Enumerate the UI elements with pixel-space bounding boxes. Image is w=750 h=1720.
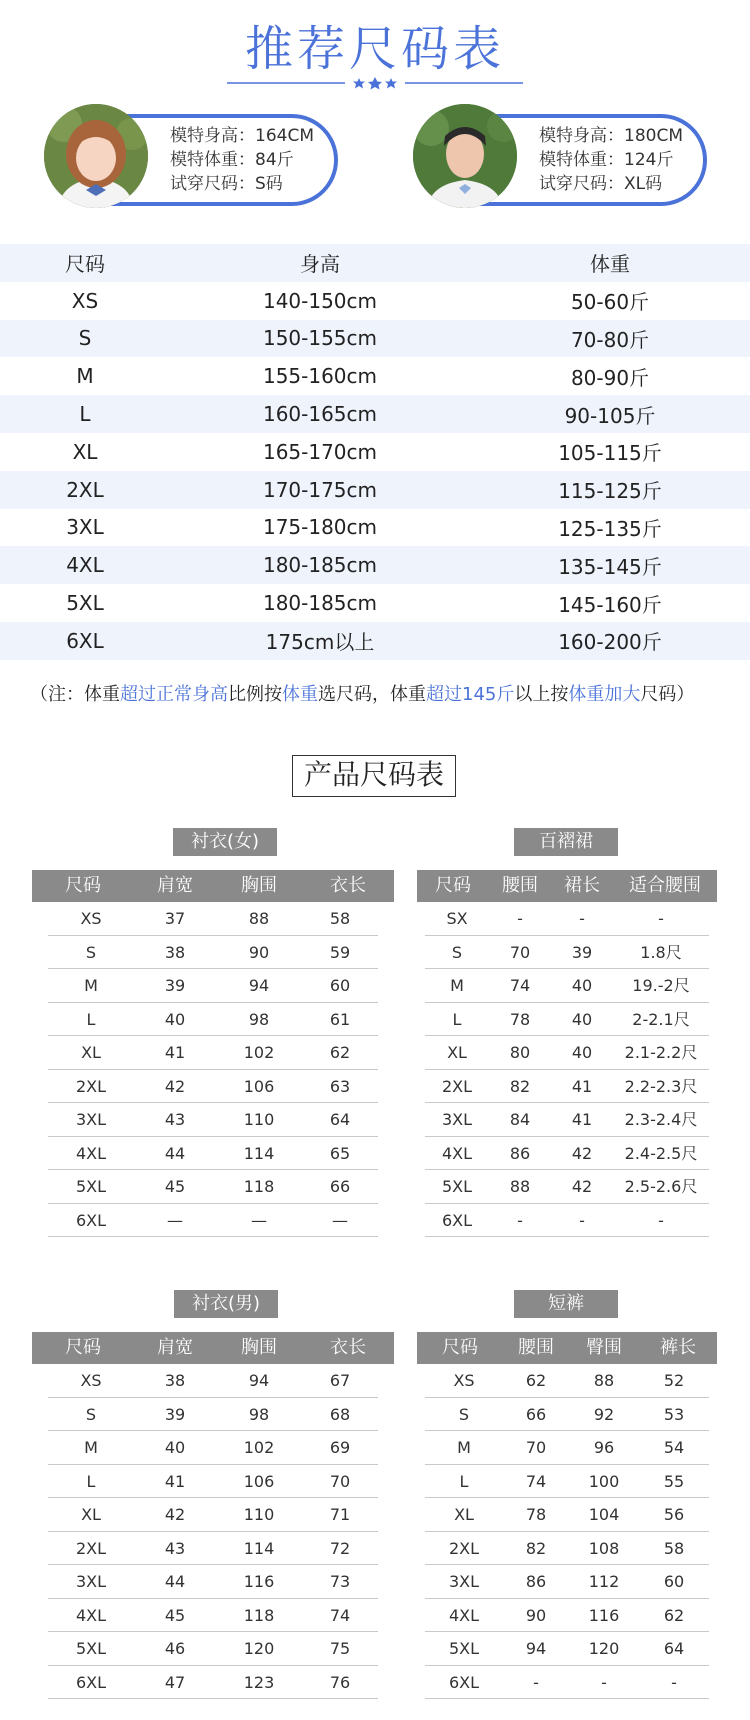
table-row xyxy=(0,546,750,584)
cell-weight: 135-145斤 xyxy=(558,554,662,579)
table-row xyxy=(425,1170,709,1204)
table-header-row xyxy=(32,1332,394,1364)
table-cell: 90 xyxy=(525,1605,547,1625)
table-cell: 66 xyxy=(329,1177,351,1196)
table-cell: 46 xyxy=(164,1639,186,1658)
table-row xyxy=(0,471,750,509)
table-cell: - xyxy=(533,1672,539,1692)
table-cell: 55 xyxy=(663,1471,685,1491)
header-skirt-length: 裙长 xyxy=(564,875,600,896)
table-row xyxy=(48,1431,378,1465)
table-cell: 102 xyxy=(243,1043,275,1062)
table-cell: S xyxy=(85,1404,97,1424)
table-row xyxy=(425,1599,709,1633)
header-chest: 胸围 xyxy=(241,875,277,896)
table-cell: 53 xyxy=(663,1404,685,1424)
table-row xyxy=(48,1632,378,1666)
table-cell: 37 xyxy=(164,909,186,928)
cell-weight: 50-60斤 xyxy=(570,290,650,315)
table-cell: 70 xyxy=(509,942,531,962)
table-cell: 88 xyxy=(593,1371,615,1390)
cell-weight: 105-115斤 xyxy=(558,441,662,466)
table-row xyxy=(0,433,750,471)
table-cell: 90 xyxy=(248,942,270,962)
cell-weight: 80-90斤 xyxy=(570,365,650,390)
table-cell: 114 xyxy=(243,1538,275,1558)
table-cell: XL xyxy=(447,1043,467,1062)
table-cell: XS xyxy=(453,1371,475,1390)
table-row xyxy=(48,1398,378,1432)
table-row xyxy=(0,622,750,660)
table-cell: 40 xyxy=(571,1043,593,1062)
table-cell: 92 xyxy=(593,1404,615,1424)
table-cell: - xyxy=(658,1210,664,1230)
table-cell: 2.3-2.4尺 xyxy=(624,1110,698,1129)
header-size: 尺码 xyxy=(435,875,471,896)
table-cell: 41 xyxy=(571,1076,593,1096)
table-cell: 120 xyxy=(588,1639,620,1658)
table-cell: 64 xyxy=(663,1639,685,1658)
table-body xyxy=(48,902,378,1237)
header-pants-length: 裤长 xyxy=(660,1337,696,1358)
cell-size: 4XL xyxy=(66,553,104,578)
table-row xyxy=(425,1431,709,1465)
table-cell: 123 xyxy=(243,1672,275,1692)
table-cell: 3XL xyxy=(75,1110,107,1129)
table-body xyxy=(425,902,709,1237)
table-row xyxy=(0,395,750,433)
table-cell: 39 xyxy=(164,976,186,995)
table-cell: S xyxy=(458,1404,470,1424)
cell-size: XS xyxy=(71,288,99,313)
female-model-avatar xyxy=(44,104,148,208)
table-cell: 86 xyxy=(509,1143,531,1163)
table-cell: 70 xyxy=(329,1471,351,1491)
table-cell: 62 xyxy=(525,1371,547,1390)
cell-size: 2XL xyxy=(66,477,104,502)
table-row xyxy=(48,936,378,970)
table-row xyxy=(425,1103,709,1137)
table-cell: 118 xyxy=(243,1605,275,1625)
table-row xyxy=(0,584,750,622)
table-row xyxy=(425,1632,709,1666)
table-cell: 45 xyxy=(164,1177,186,1196)
table-row xyxy=(425,1565,709,1599)
header-size: 尺码 xyxy=(65,875,101,896)
table-cell: 44 xyxy=(164,1572,186,1591)
header-size: 尺码 xyxy=(442,1337,478,1358)
table-cell: 76 xyxy=(329,1672,351,1692)
table-row xyxy=(425,902,709,936)
note-text: 选尺码，体重 xyxy=(318,684,426,705)
table-cell: 71 xyxy=(329,1505,351,1524)
table-cell: L xyxy=(452,1009,462,1029)
table-cell: 116 xyxy=(243,1572,275,1591)
table-cell: 70 xyxy=(525,1438,547,1457)
table-cell: 3XL xyxy=(75,1572,107,1591)
table-cell: 106 xyxy=(243,1471,275,1491)
table-cell: 4XL xyxy=(75,1605,107,1625)
table-cell: — xyxy=(332,1210,348,1230)
table-cell: 5XL xyxy=(75,1639,107,1658)
table-body xyxy=(48,1364,378,1699)
header-waist: 腰围 xyxy=(518,1337,554,1358)
table-cell: 2XL xyxy=(75,1076,107,1096)
table-cell: L xyxy=(86,1471,96,1491)
model-height: 模特身高：180CM xyxy=(539,126,683,146)
table-cell: 58 xyxy=(329,909,351,928)
table-cell: 62 xyxy=(329,1043,351,1062)
table-row xyxy=(48,902,378,936)
table-cell: 5XL xyxy=(75,1177,107,1196)
header-size: 尺码 xyxy=(65,1337,101,1358)
table-cell: 67 xyxy=(329,1371,351,1390)
table-cell: 4XL xyxy=(448,1605,480,1625)
table-cell: 41 xyxy=(164,1043,186,1062)
table-row xyxy=(0,320,750,358)
table-cell: 38 xyxy=(164,1371,186,1390)
table-cell: 65 xyxy=(329,1143,351,1163)
table-row xyxy=(48,969,378,1003)
table-cell: 114 xyxy=(243,1143,275,1163)
table-header-row xyxy=(32,870,394,902)
cell-size: 3XL xyxy=(66,515,104,540)
title-decoration xyxy=(227,76,523,90)
note-text: 比例按 xyxy=(228,684,282,705)
cell-weight: 145-160斤 xyxy=(558,592,662,617)
header-shoulder: 肩宽 xyxy=(157,875,193,896)
table-cell: 94 xyxy=(248,976,270,995)
table-cell: - xyxy=(671,1672,677,1692)
table-cell: 2XL xyxy=(448,1538,480,1558)
note-highlight: 体重加大 xyxy=(568,684,641,705)
cell-height: 140-150cm xyxy=(262,288,378,313)
table-row xyxy=(48,1565,378,1599)
table-cell: 94 xyxy=(525,1639,547,1658)
table-cell: 78 xyxy=(509,1009,531,1029)
cell-height: 180-185cm xyxy=(262,591,378,616)
table-cell: 80 xyxy=(509,1043,531,1062)
table-cell: 42 xyxy=(164,1076,186,1096)
cell-weight: 70-80斤 xyxy=(570,327,650,352)
header-chest: 胸围 xyxy=(241,1337,277,1358)
cell-height: 165-170cm xyxy=(262,439,378,464)
header-length: 衣长 xyxy=(330,1337,366,1358)
table-cell: - xyxy=(601,1672,607,1692)
table-cell: 108 xyxy=(588,1538,620,1558)
cell-height: 175-180cm xyxy=(262,515,378,540)
table-cell: 19.-2尺 xyxy=(632,976,690,995)
table-cell: 104 xyxy=(588,1505,620,1524)
table-cell: 44 xyxy=(164,1143,186,1163)
table-cell: 74 xyxy=(509,976,531,995)
note-highlight: 超过145斤 xyxy=(426,684,515,705)
table-cell: 43 xyxy=(164,1538,186,1558)
cell-height: 170-175cm xyxy=(262,477,378,502)
page-title: 推荐尺码表 xyxy=(244,21,505,77)
table-cell: - xyxy=(579,1210,585,1230)
note-text: 尺码） xyxy=(640,684,695,705)
cell-weight: 115-125斤 xyxy=(558,479,662,504)
table-header-row xyxy=(0,244,750,282)
table-cell: 6XL xyxy=(441,1210,473,1230)
header-shoulder: 肩宽 xyxy=(157,1337,193,1358)
cell-height: 180-185cm xyxy=(262,553,378,578)
table-cell: 100 xyxy=(588,1471,620,1491)
table-cell: 6XL xyxy=(75,1672,107,1692)
table-cell: 68 xyxy=(329,1404,351,1424)
cell-size: XL xyxy=(72,439,98,464)
table-cell: 4XL xyxy=(75,1143,107,1163)
table-cell: 3XL xyxy=(441,1110,473,1129)
table-row xyxy=(425,1364,709,1398)
table-body xyxy=(425,1364,709,1699)
table-cell: 43 xyxy=(164,1110,186,1129)
table-cell: SX xyxy=(446,909,468,928)
header-size: 尺码 xyxy=(65,252,105,277)
table-cell: M xyxy=(84,1438,98,1457)
table-cell: 61 xyxy=(329,1009,351,1029)
table-cell: 4XL xyxy=(441,1143,473,1163)
table-row xyxy=(48,1532,378,1566)
table-row xyxy=(425,1070,709,1104)
table-cell: 3XL xyxy=(448,1572,480,1591)
table-cell: M xyxy=(450,976,464,995)
table-cell: 74 xyxy=(525,1471,547,1491)
table-cell: 56 xyxy=(663,1505,685,1524)
table-cell: 2.2-2.3尺 xyxy=(624,1076,698,1096)
note-text: 以上按 xyxy=(514,684,569,705)
table-cell: L xyxy=(86,1009,96,1029)
table-cell: 86 xyxy=(525,1572,547,1591)
model-weight: 模特体重：84斤 xyxy=(170,150,294,170)
table-cell: - xyxy=(579,909,585,928)
table-cell: 54 xyxy=(663,1438,685,1457)
table-row xyxy=(425,1498,709,1532)
cell-height: 150-155cm xyxy=(262,326,378,351)
table-cell: 75 xyxy=(329,1639,351,1658)
table-cell: 116 xyxy=(588,1605,620,1625)
table-row xyxy=(425,969,709,1003)
table-cell: 73 xyxy=(329,1572,351,1591)
cell-size: S xyxy=(78,326,92,351)
table-cell: 2.1-2.2尺 xyxy=(624,1043,698,1062)
table-cell: 72 xyxy=(329,1538,351,1558)
table-row xyxy=(0,509,750,547)
table-cell: 40 xyxy=(571,1009,593,1029)
note-highlight: 体重 xyxy=(282,684,318,705)
note-highlight: 超过正常身高 xyxy=(120,684,228,705)
table-row xyxy=(425,1036,709,1070)
table-cell: 94 xyxy=(248,1371,270,1390)
product-size-title: 产品尺码表 xyxy=(292,755,456,797)
table-cell: — xyxy=(251,1210,267,1230)
table-row xyxy=(425,1398,709,1432)
table-cell: 40 xyxy=(164,1009,186,1029)
header-height: 身高 xyxy=(300,252,340,277)
table-cell: 82 xyxy=(509,1076,531,1096)
table-cell: XS xyxy=(80,1371,102,1390)
table-cell: 82 xyxy=(525,1538,547,1558)
table-row xyxy=(48,1599,378,1633)
table-cell: 47 xyxy=(164,1672,186,1692)
table-cell: 42 xyxy=(571,1177,593,1196)
table-row xyxy=(425,1003,709,1037)
section-tag: 衬衣(女) xyxy=(173,828,277,856)
model-height: 模特身高：164CM xyxy=(170,126,314,146)
header-hip: 臀围 xyxy=(586,1337,622,1358)
table-row xyxy=(425,1666,709,1700)
table-header-row xyxy=(417,870,717,902)
table-cell: 40 xyxy=(571,976,593,995)
table-cell: 78 xyxy=(525,1505,547,1524)
table-cell: 5XL xyxy=(441,1177,473,1196)
cell-weight: 160-200斤 xyxy=(558,630,662,655)
cell-size: 6XL xyxy=(66,628,104,653)
header-waist: 腰围 xyxy=(502,875,538,896)
table-cell: 42 xyxy=(164,1505,186,1524)
table-cell: 98 xyxy=(248,1404,270,1424)
table-cell: — xyxy=(167,1210,183,1230)
recommended-size-table xyxy=(0,244,750,660)
table-cell: 84 xyxy=(509,1110,531,1129)
table-cell: 110 xyxy=(243,1505,275,1524)
table-cell: 59 xyxy=(329,942,351,962)
table-cell: M xyxy=(457,1438,471,1457)
table-cell: 41 xyxy=(164,1471,186,1491)
table-cell: 88 xyxy=(509,1177,531,1196)
table-row xyxy=(0,282,750,320)
table-cell: 102 xyxy=(243,1438,275,1457)
table-cell: 2.4-2.5尺 xyxy=(624,1143,698,1163)
table-row xyxy=(48,1137,378,1171)
table-cell: XL xyxy=(81,1505,101,1524)
table-row xyxy=(425,1465,709,1499)
table-cell: 2-2.1尺 xyxy=(632,1009,690,1029)
table-row xyxy=(425,936,709,970)
header-length: 衣长 xyxy=(330,875,366,896)
table-cell: 60 xyxy=(663,1572,685,1591)
table-cell: M xyxy=(84,976,98,995)
table-cell: 42 xyxy=(571,1143,593,1163)
table-row xyxy=(48,1070,378,1104)
table-row xyxy=(48,1003,378,1037)
section-tag: 百褶裙 xyxy=(514,828,618,856)
table-row xyxy=(48,1103,378,1137)
table-cell: 52 xyxy=(663,1371,685,1390)
table-cell: 88 xyxy=(248,909,270,928)
table-cell: 39 xyxy=(164,1404,186,1424)
table-cell: 66 xyxy=(525,1404,547,1424)
table-cell: 112 xyxy=(588,1572,620,1591)
model-size: 试穿尺码：XL码 xyxy=(539,174,663,194)
header-weight: 体重 xyxy=(590,252,630,277)
model-card-female xyxy=(44,104,374,214)
cell-size: M xyxy=(76,364,94,389)
table-row xyxy=(48,1036,378,1070)
table-row xyxy=(48,1666,378,1700)
table-row xyxy=(48,1465,378,1499)
cell-height: 155-160cm xyxy=(262,364,378,389)
table-cell: 74 xyxy=(329,1605,351,1625)
header-fit-waist: 适合腰围 xyxy=(629,875,701,896)
section-tag: 短裤 xyxy=(514,1290,618,1318)
table-cell: XL xyxy=(81,1043,101,1062)
cell-weight: 125-135斤 xyxy=(558,516,662,541)
table-cell: 6XL xyxy=(448,1672,480,1692)
cell-height: 175cm以上 xyxy=(265,630,375,655)
table-cell: 69 xyxy=(329,1438,351,1457)
table-row xyxy=(425,1532,709,1566)
cell-size: L xyxy=(79,402,91,427)
cell-height: 160-165cm xyxy=(262,402,378,427)
table-cell: 2.5-2.6尺 xyxy=(624,1177,698,1196)
table-cell: 2XL xyxy=(441,1076,473,1096)
table-row xyxy=(425,1137,709,1171)
table-row xyxy=(425,1204,709,1238)
table-cell: 1.8尺 xyxy=(640,942,682,962)
size-note xyxy=(30,680,694,706)
table-cell: 110 xyxy=(243,1110,275,1129)
table-cell: 38 xyxy=(164,942,186,962)
table-cell: XL xyxy=(454,1505,474,1524)
table-cell: XS xyxy=(80,909,102,928)
table-cell: 39 xyxy=(571,942,593,962)
table-cell: 64 xyxy=(329,1110,351,1129)
cell-size: 5XL xyxy=(66,591,104,616)
table-cell: 106 xyxy=(243,1076,275,1096)
model-weight: 模特体重：124斤 xyxy=(539,150,674,170)
table-cell: - xyxy=(517,909,523,928)
table-cell: 40 xyxy=(164,1438,186,1457)
table-cell: L xyxy=(459,1471,469,1491)
table-cell: 118 xyxy=(243,1177,275,1196)
model-size: 试穿尺码：S码 xyxy=(170,174,283,194)
table-cell: - xyxy=(517,1210,523,1230)
table-cell: 58 xyxy=(663,1538,685,1558)
table-cell: 98 xyxy=(248,1009,270,1029)
table-row xyxy=(48,1170,378,1204)
table-cell: S xyxy=(451,942,463,962)
model-card-male xyxy=(413,104,743,214)
table-cell: 120 xyxy=(243,1639,275,1658)
table-cell: 60 xyxy=(329,976,351,995)
table-cell: 5XL xyxy=(448,1639,480,1658)
table-row xyxy=(48,1204,378,1238)
table-cell: 41 xyxy=(571,1110,593,1129)
section-tag: 衬衣(男) xyxy=(174,1290,278,1318)
table-cell: 96 xyxy=(593,1438,615,1457)
table-cell: 45 xyxy=(164,1605,186,1625)
table-header-row xyxy=(417,1332,717,1364)
table-row xyxy=(48,1498,378,1532)
male-model-avatar xyxy=(413,104,517,208)
table-cell: - xyxy=(658,909,664,928)
table-row xyxy=(0,357,750,395)
cell-weight: 90-105斤 xyxy=(564,403,656,428)
table-row xyxy=(48,1364,378,1398)
note-text: （注：体重 xyxy=(30,684,120,705)
table-cell: 62 xyxy=(663,1605,685,1625)
table-cell: S xyxy=(85,942,97,962)
table-cell: 63 xyxy=(329,1076,351,1096)
table-cell: 2XL xyxy=(75,1538,107,1558)
table-cell: 6XL xyxy=(75,1210,107,1230)
